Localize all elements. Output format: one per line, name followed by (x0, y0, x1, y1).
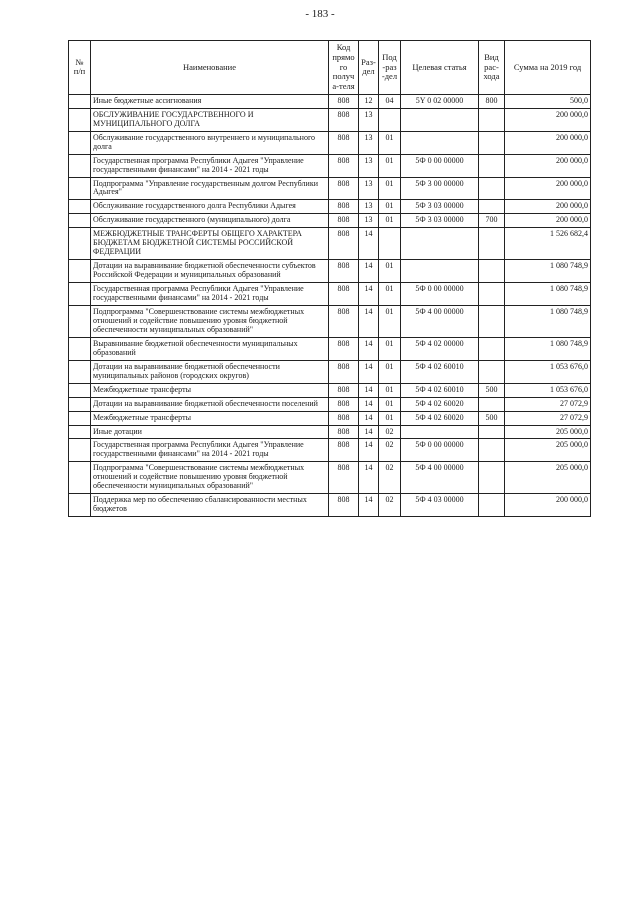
cell-subsection: 01 (379, 283, 401, 306)
cell-recipient-code: 808 (329, 360, 359, 383)
table-row (69, 108, 591, 131)
cell-expense-type: 500 (479, 411, 505, 425)
cell-subsection: 01 (379, 305, 401, 337)
cell-expense-type: 800 (479, 94, 505, 108)
cell-number (69, 337, 91, 360)
cell-sum: 205 000,0 (505, 439, 591, 462)
cell-expense-type (479, 283, 505, 306)
cell-sum: 1 053 676,0 (505, 383, 591, 397)
cell-section: 14 (359, 283, 379, 306)
cell-recipient-code: 808 (329, 411, 359, 425)
cell-name: Иные бюджетные ассигнования (91, 94, 329, 108)
cell-target-article (401, 108, 479, 131)
table-row (69, 360, 591, 383)
cell-recipient-code: 808 (329, 154, 359, 177)
cell-number (69, 462, 91, 494)
cell-recipient-code: 808 (329, 383, 359, 397)
cell-number (69, 260, 91, 283)
cell-subsection: 02 (379, 462, 401, 494)
cell-sum: 27 072,9 (505, 411, 591, 425)
cell-recipient-code: 808 (329, 439, 359, 462)
table-body (69, 94, 591, 516)
cell-sum: 1 080 748,9 (505, 260, 591, 283)
header-expense-type: Вид рас-хода (479, 41, 505, 95)
cell-number (69, 305, 91, 337)
cell-recipient-code: 808 (329, 283, 359, 306)
cell-target-article: 5Ф 0 00 00000 (401, 439, 479, 462)
cell-recipient-code: 808 (329, 494, 359, 517)
cell-section: 13 (359, 154, 379, 177)
cell-subsection: 02 (379, 439, 401, 462)
cell-sum: 1 080 748,9 (505, 283, 591, 306)
cell-target-article: 5Ф 4 00 00000 (401, 462, 479, 494)
table-row (69, 228, 591, 260)
cell-subsection: 01 (379, 131, 401, 154)
table-row (69, 200, 591, 214)
cell-section: 14 (359, 462, 379, 494)
cell-subsection: 01 (379, 411, 401, 425)
table-row (69, 94, 591, 108)
cell-number (69, 200, 91, 214)
header-target-article: Целевая статья (401, 41, 479, 95)
cell-expense-type (479, 462, 505, 494)
cell-section: 14 (359, 397, 379, 411)
table-row (69, 425, 591, 439)
cell-name: МЕЖБЮДЖЕТНЫЕ ТРАНСФЕРТЫ ОБЩЕГО ХАРАКТЕРА БЮДЖЕТАМ БЮДЖЕТНОЙ СИСТЕМЫ РОССИЙСКОЙ ФЕДЕРАЦИИ (91, 228, 329, 260)
cell-section: 14 (359, 228, 379, 260)
cell-number (69, 154, 91, 177)
header-name: Наименование (91, 41, 329, 95)
header-section: Раз-дел (359, 41, 379, 95)
cell-target-article (401, 425, 479, 439)
cell-target-article: 5Ф 4 02 60010 (401, 360, 479, 383)
table-row (69, 283, 591, 306)
table-row (69, 337, 591, 360)
cell-recipient-code: 808 (329, 228, 359, 260)
cell-number (69, 131, 91, 154)
cell-sum: 1 053 676,0 (505, 360, 591, 383)
cell-expense-type (479, 177, 505, 200)
cell-expense-type (479, 260, 505, 283)
cell-number (69, 228, 91, 260)
cell-name: Подпрограмма "Совершенствование системы межбюджетных отношений и содействие повышению уровня бюджетной обеспеченности муниципальных образований" (91, 305, 329, 337)
cell-name: Иные дотации (91, 425, 329, 439)
cell-number (69, 283, 91, 306)
cell-sum: 1 080 748,9 (505, 337, 591, 360)
cell-name: Обслуживание государственного долга Республики Адыгея (91, 200, 329, 214)
cell-sum: 200 000,0 (505, 108, 591, 131)
cell-subsection: 01 (379, 397, 401, 411)
cell-name: Поддержка мер по обеспечению сбалансированности местных бюджетов (91, 494, 329, 517)
cell-number (69, 94, 91, 108)
cell-number (69, 494, 91, 517)
cell-subsection: 02 (379, 494, 401, 517)
cell-recipient-code: 808 (329, 94, 359, 108)
cell-number (69, 397, 91, 411)
cell-recipient-code: 808 (329, 108, 359, 131)
table-row (69, 494, 591, 517)
cell-sum: 200 000,0 (505, 177, 591, 200)
cell-sum: 500,0 (505, 94, 591, 108)
cell-sum: 27 072,9 (505, 397, 591, 411)
cell-recipient-code: 808 (329, 337, 359, 360)
table-row (69, 177, 591, 200)
cell-number (69, 108, 91, 131)
cell-target-article: 5Ф 3 00 00000 (401, 177, 479, 200)
cell-number (69, 425, 91, 439)
table-row (69, 397, 591, 411)
cell-name: Подпрограмма "Управление государственным долгом Республики Адыгея" (91, 177, 329, 200)
cell-target-article: 5Ф 4 02 60020 (401, 397, 479, 411)
cell-number (69, 360, 91, 383)
cell-expense-type (479, 200, 505, 214)
header-sum: Сумма на 2019 год (505, 41, 591, 95)
cell-number (69, 383, 91, 397)
cell-target-article: 5Ф 3 03 00000 (401, 214, 479, 228)
cell-section: 14 (359, 425, 379, 439)
cell-expense-type (479, 154, 505, 177)
header-subsection: Под-раз-дел (379, 41, 401, 95)
cell-recipient-code: 808 (329, 425, 359, 439)
table-row (69, 260, 591, 283)
cell-target-article (401, 228, 479, 260)
table-row (69, 462, 591, 494)
cell-section: 14 (359, 360, 379, 383)
cell-expense-type (479, 305, 505, 337)
cell-subsection: 01 (379, 383, 401, 397)
cell-number (69, 439, 91, 462)
cell-name: Выравнивание бюджетной обеспеченности муниципальных образований (91, 337, 329, 360)
cell-section: 13 (359, 177, 379, 200)
cell-subsection: 02 (379, 425, 401, 439)
cell-recipient-code: 808 (329, 305, 359, 337)
cell-section: 14 (359, 305, 379, 337)
header-number: № п/п (69, 41, 91, 95)
cell-name: ОБСЛУЖИВАНИЕ ГОСУДАРСТВЕННОГО И МУНИЦИПАЛЬНОГО ДОЛГА (91, 108, 329, 131)
cell-section: 14 (359, 260, 379, 283)
cell-name: Дотации на выравнивание бюджетной обеспеченности муниципальных районов (городских округов) (91, 360, 329, 383)
cell-target-article (401, 260, 479, 283)
cell-expense-type (479, 425, 505, 439)
cell-subsection: 01 (379, 260, 401, 283)
cell-section: 13 (359, 131, 379, 154)
table-row (69, 154, 591, 177)
cell-expense-type (479, 360, 505, 383)
cell-subsection: 01 (379, 360, 401, 383)
cell-recipient-code: 808 (329, 214, 359, 228)
cell-section: 14 (359, 383, 379, 397)
cell-section: 13 (359, 214, 379, 228)
cell-recipient-code: 808 (329, 131, 359, 154)
cell-target-article: 5Y 0 02 00000 (401, 94, 479, 108)
header-recipient-code: Код прямого получа-теля (329, 41, 359, 95)
cell-sum: 200 000,0 (505, 200, 591, 214)
cell-expense-type (479, 108, 505, 131)
table-row (69, 214, 591, 228)
cell-number (69, 411, 91, 425)
cell-subsection: 01 (379, 154, 401, 177)
cell-recipient-code: 808 (329, 260, 359, 283)
cell-name: Государственная программа Республики Адыгея "Управление государственными финансами" на 2014 - 2021 годы (91, 283, 329, 306)
cell-name: Дотации на выравнивание бюджетной обеспеченности субъектов Российской Федерации и муниципальных образований (91, 260, 329, 283)
cell-sum: 205 000,0 (505, 462, 591, 494)
cell-section: 14 (359, 494, 379, 517)
cell-target-article: 5Ф 0 00 00000 (401, 154, 479, 177)
cell-name: Обслуживание государственного внутреннего и муниципального долга (91, 131, 329, 154)
cell-expense-type: 700 (479, 214, 505, 228)
cell-expense-type (479, 439, 505, 462)
cell-target-article: 5Ф 4 02 60010 (401, 383, 479, 397)
cell-sum: 1 526 682,4 (505, 228, 591, 260)
table-row (69, 305, 591, 337)
cell-subsection (379, 108, 401, 131)
cell-sum: 205 000,0 (505, 425, 591, 439)
cell-expense-type (479, 228, 505, 260)
cell-target-article: 5Ф 4 00 00000 (401, 305, 479, 337)
cell-name: Государственная программа Республики Адыгея "Управление государственными финансами" на 2014 - 2021 годы (91, 439, 329, 462)
cell-subsection: 01 (379, 214, 401, 228)
cell-section: 14 (359, 337, 379, 360)
cell-target-article: 5Ф 4 02 60020 (401, 411, 479, 425)
cell-recipient-code: 808 (329, 177, 359, 200)
cell-recipient-code: 808 (329, 200, 359, 214)
cell-name: Обслуживание государственного (муниципального) долга (91, 214, 329, 228)
cell-number (69, 214, 91, 228)
budget-table (68, 40, 591, 517)
cell-subsection: 01 (379, 177, 401, 200)
cell-name: Дотации на выравнивание бюджетной обеспеченности поселений (91, 397, 329, 411)
cell-section: 14 (359, 411, 379, 425)
cell-sum: 1 080 748,9 (505, 305, 591, 337)
table-row (69, 439, 591, 462)
cell-subsection (379, 228, 401, 260)
cell-expense-type: 500 (479, 383, 505, 397)
cell-section: 13 (359, 200, 379, 214)
table-row (69, 131, 591, 154)
cell-name: Межбюджетные трансферты (91, 383, 329, 397)
cell-recipient-code: 808 (329, 397, 359, 411)
cell-name: Подпрограмма "Совершенствование системы межбюджетных отношений и содействие повышению уровня бюджетной обеспеченности муниципальных образований" (91, 462, 329, 494)
cell-section: 14 (359, 439, 379, 462)
table-row (69, 383, 591, 397)
cell-subsection: 04 (379, 94, 401, 108)
cell-sum: 200 000,0 (505, 131, 591, 154)
cell-target-article: 5Ф 4 03 00000 (401, 494, 479, 517)
cell-name: Межбюджетные трансферты (91, 411, 329, 425)
cell-subsection: 01 (379, 200, 401, 214)
cell-expense-type (479, 397, 505, 411)
cell-target-article (401, 131, 479, 154)
cell-sum: 200 000,0 (505, 494, 591, 517)
cell-section: 12 (359, 94, 379, 108)
cell-expense-type (479, 494, 505, 517)
cell-name: Государственная программа Республики Адыгея "Управление государственными финансами" на 2014 - 2021 годы (91, 154, 329, 177)
page-number: - 183 - (305, 8, 335, 20)
cell-sum: 200 000,0 (505, 154, 591, 177)
cell-subsection: 01 (379, 337, 401, 360)
cell-target-article: 5Ф 3 03 00000 (401, 200, 479, 214)
cell-section: 13 (359, 108, 379, 131)
cell-recipient-code: 808 (329, 462, 359, 494)
cell-sum: 200 000,0 (505, 214, 591, 228)
cell-expense-type (479, 131, 505, 154)
table-row (69, 411, 591, 425)
cell-target-article: 5Ф 0 00 00000 (401, 283, 479, 306)
cell-target-article: 5Ф 4 02 00000 (401, 337, 479, 360)
cell-number (69, 177, 91, 200)
table-header-row (69, 41, 591, 95)
cell-expense-type (479, 337, 505, 360)
